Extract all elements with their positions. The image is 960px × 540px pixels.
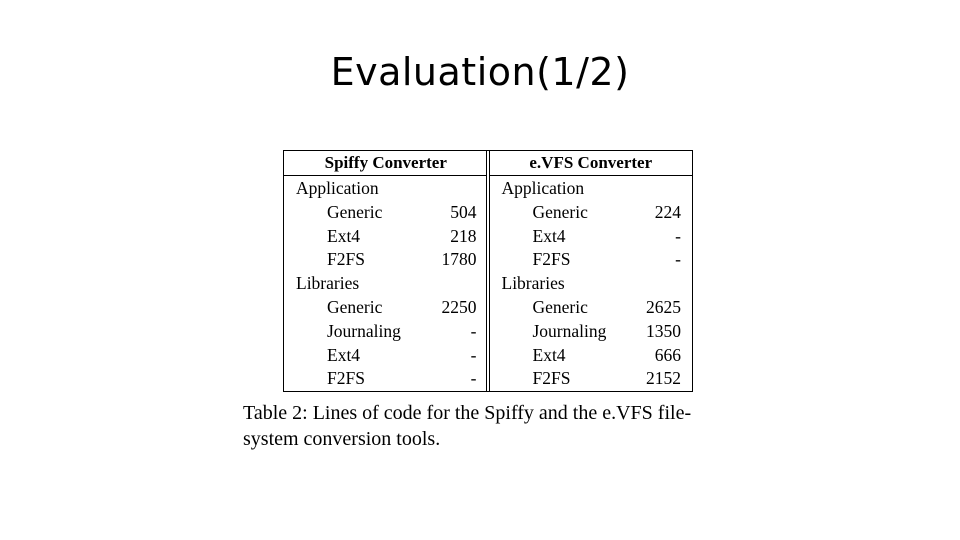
row-value: 1780 [441, 249, 477, 270]
row-label: F2FS [327, 249, 365, 270]
table-row [284, 367, 488, 391]
row-label: Generic [327, 201, 383, 222]
row-label: Generic [327, 296, 383, 317]
row-value: 504 [450, 201, 477, 222]
loc-table [283, 150, 693, 392]
table-row [490, 177, 693, 201]
table-row [284, 248, 488, 272]
table-row [284, 296, 488, 320]
row-label: Ext4 [532, 225, 566, 246]
table-row [490, 225, 693, 249]
group-label: Libraries [296, 273, 360, 294]
table-row [284, 201, 488, 225]
row-value: - [470, 368, 477, 389]
row-label: F2FS [532, 368, 571, 389]
table-row [490, 296, 693, 320]
table-column-evfs [489, 151, 693, 391]
row-label: F2FS [532, 249, 571, 270]
row-label: Generic [532, 201, 588, 222]
row-label: Journaling [327, 320, 401, 341]
row-label: Journaling [532, 320, 607, 341]
row-value: 224 [654, 201, 681, 222]
column-header: Spiffy Converter [284, 151, 488, 176]
column-header: e.VFS Converter [490, 151, 693, 176]
row-label: Generic [532, 296, 588, 317]
row-label: Ext4 [327, 225, 361, 246]
table-row [490, 320, 693, 344]
row-value: 666 [654, 344, 681, 365]
table-caption [243, 400, 743, 452]
row-value: - [675, 249, 681, 270]
table-row [284, 320, 488, 344]
slide-title: Evaluation(1/2) [330, 50, 630, 94]
row-value: 1350 [646, 320, 681, 341]
table-row [284, 344, 488, 368]
table-row [490, 248, 693, 272]
table-row [284, 225, 488, 249]
table-row [284, 177, 488, 201]
row-value: - [675, 225, 681, 246]
row-value: 2152 [646, 368, 681, 389]
row-value: - [470, 344, 477, 365]
table-column-spiffy [284, 151, 488, 391]
caption-line: Table 2: Lines of code for the Spiffy and the e.VFS file- [243, 402, 692, 424]
row-value: 218 [450, 225, 477, 246]
row-value: 2250 [441, 296, 477, 317]
table-row [490, 367, 693, 391]
row-label: Ext4 [532, 344, 566, 365]
group-label: Application [501, 178, 585, 198]
row-value: - [470, 320, 477, 341]
table-row [284, 272, 488, 296]
table-row [490, 201, 693, 225]
caption-line: system conversion tools. [243, 428, 441, 450]
row-label: Ext4 [327, 344, 361, 365]
row-value: 2625 [646, 296, 681, 317]
table-row [490, 344, 693, 368]
row-label: F2FS [327, 368, 365, 389]
table-row [490, 272, 693, 296]
group-label: Application [296, 178, 379, 198]
group-label: Libraries [501, 273, 565, 294]
